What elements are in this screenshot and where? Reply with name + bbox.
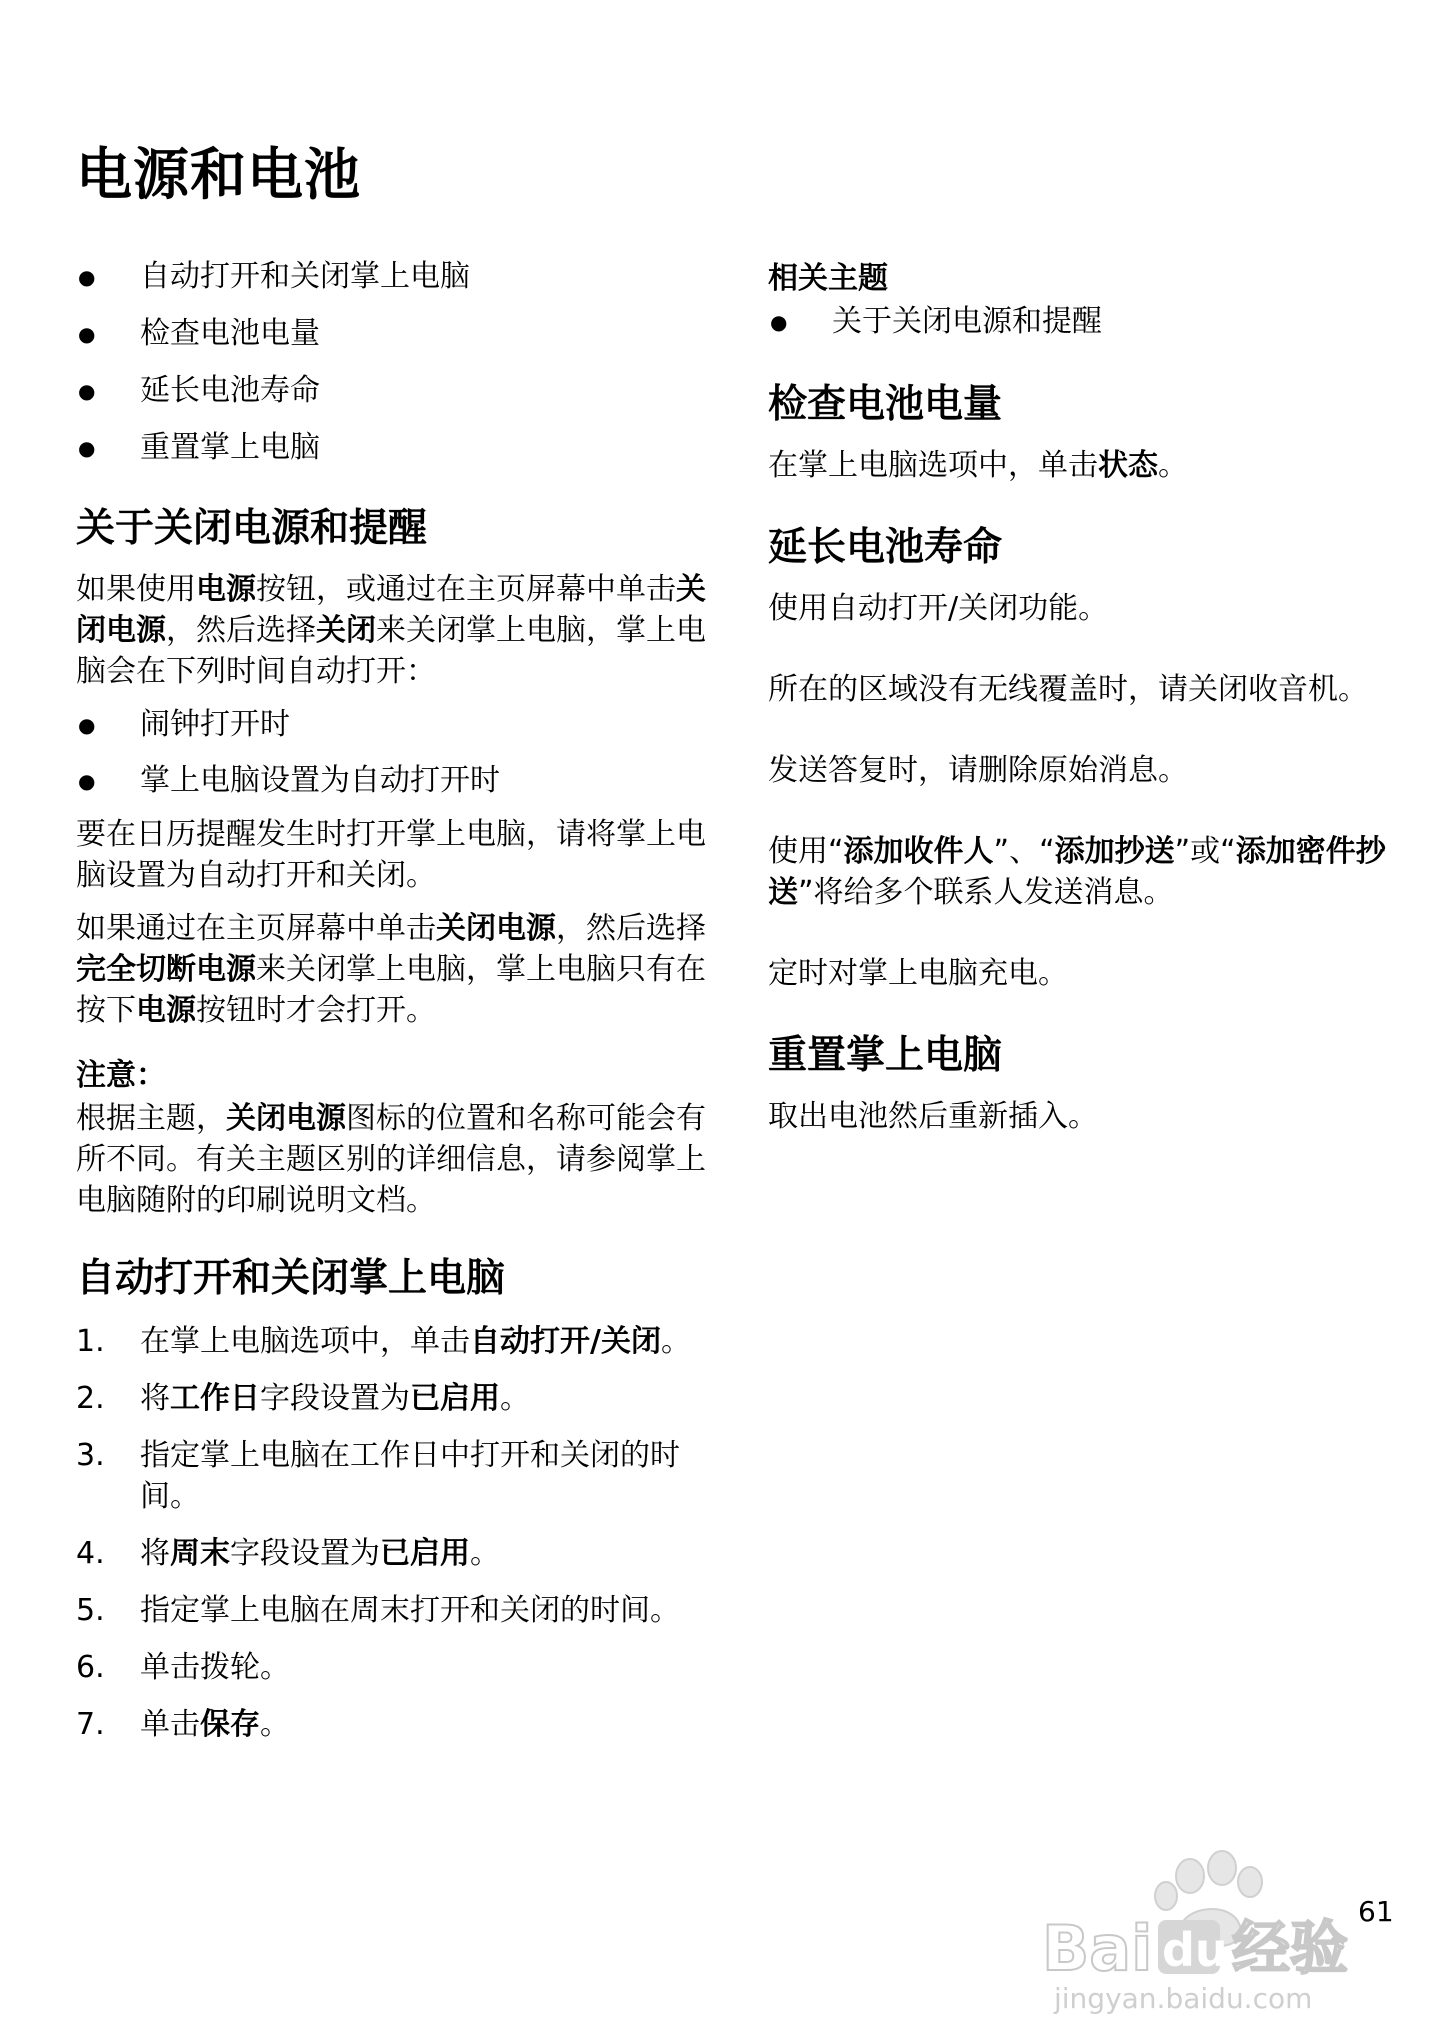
text: ”或“ — [1174, 834, 1236, 869]
text: 将 — [140, 1381, 170, 1416]
text: 将 — [140, 1536, 170, 1571]
left-column — [76, 256, 716, 1761]
step-number: 7. — [76, 1707, 105, 1742]
step-number: 6. — [76, 1650, 105, 1685]
text: 。 — [260, 1707, 290, 1742]
text: 字段设置为 — [260, 1381, 410, 1416]
text: 如果使用 — [76, 572, 196, 607]
text: ”、“ — [993, 834, 1055, 869]
right-column — [768, 258, 1408, 1137]
bold-term: 状态 — [1098, 448, 1158, 483]
text: 字段设置为 — [230, 1536, 380, 1571]
bold-term: 已启用 — [410, 1381, 500, 1416]
bold-term: 关闭 — [316, 613, 376, 648]
about-paragraph-3 — [76, 908, 716, 1031]
about-paragraph-2: 要在日历提醒发生时打开掌上电脑，请将掌上电脑设置为自动打开和关闭。 — [76, 817, 706, 893]
section-heading-auto: 自动打开和关闭掌上电脑 — [76, 1256, 506, 1301]
step-number: 1. — [76, 1324, 105, 1359]
page-title: 电源和电池 — [76, 143, 361, 208]
page-number: 61 — [1358, 1895, 1394, 1928]
extend-paragraph-1: 使用自动打开/关闭功能。 — [768, 591, 1109, 626]
bold-term: 添加密件抄送 — [768, 834, 1386, 910]
step-item — [76, 1435, 716, 1517]
list-item: ● 闹钟打开时 — [76, 704, 716, 746]
bold-term: 电源 — [196, 572, 256, 607]
related-topics-list — [768, 301, 1408, 343]
text: 来关闭掌上电脑，掌上电脑会在下列时间自动打开： — [76, 613, 706, 689]
extend-paragraph-4 — [768, 831, 1408, 913]
step-item — [76, 1321, 716, 1362]
text: 指定掌上电脑在工作日中打开和关闭的时间。 — [140, 1438, 680, 1514]
bold-term: 关闭电源 — [226, 1101, 346, 1136]
step-item — [76, 1647, 716, 1688]
bold-term: 关闭电源 — [436, 911, 556, 946]
text: 。 — [1158, 448, 1188, 483]
bold-term: 工作日 — [170, 1381, 260, 1416]
text: 在掌上电脑选项中，单击 — [140, 1324, 470, 1359]
bold-term: 保存 — [200, 1707, 260, 1742]
step-item — [76, 1533, 716, 1574]
text: 来关闭掌上电脑，掌上电脑只有在按下 — [76, 952, 706, 1028]
text: 按钮，或通过在主页屏幕中单击 — [256, 572, 676, 607]
about-bullet-list — [76, 704, 716, 802]
baidu-jingyan-watermark — [1040, 1830, 1390, 2020]
extend-paragraph-3: 发送答复时，请删除原始消息。 — [768, 753, 1188, 788]
text: 。 — [660, 1324, 691, 1359]
note-label: 注意： — [76, 1058, 166, 1093]
topic-link[interactable]: ● 检查电池电量 — [76, 313, 716, 355]
bold-term: 已启用 — [380, 1536, 470, 1571]
text: ，然后选择 — [556, 911, 706, 946]
text: 按钮时才会打开。 — [196, 993, 436, 1028]
bold-term: 关闭电源 — [76, 572, 706, 648]
text: 根据主题， — [76, 1101, 226, 1136]
section-heading-extend: 延长电池寿命 — [768, 525, 1003, 570]
text: ，然后选择 — [166, 613, 316, 648]
extend-paragraph-5: 定时对掌上电脑充电。 — [768, 956, 1068, 991]
related-topic-link[interactable]: ● 关于关闭电源和提醒 — [768, 301, 1408, 343]
watermark-brand-a: Bai — [1042, 1912, 1153, 1985]
text: 。 — [500, 1381, 530, 1416]
reset-paragraph: 取出电池然后重新插入。 — [768, 1099, 1098, 1134]
bold-term: 自动打开/关闭 — [470, 1324, 661, 1359]
watermark-brand-cn: 经验 — [1232, 1914, 1349, 1982]
text: 如果通过在主页屏幕中单击 — [76, 911, 436, 946]
topic-link[interactable]: ● 自动打开和关闭掌上电脑 — [76, 256, 716, 298]
topic-list — [76, 256, 716, 469]
baidu-paw-logo-icon — [1040, 1830, 1390, 2020]
bold-term: 添加抄送 — [1054, 834, 1175, 869]
section-heading-about: 关于关闭电源和提醒 — [76, 506, 428, 551]
text: 。 — [470, 1536, 500, 1571]
bold-term: 电源 — [136, 993, 196, 1028]
list-item: ● 掌上电脑设置为自动打开时 — [76, 760, 716, 802]
text: 指定掌上电脑在周末打开和关闭的时间。 — [140, 1593, 680, 1628]
extend-paragraph-2: 所在的区域没有无线覆盖时，请关闭收音机。 — [768, 672, 1368, 707]
step-item — [76, 1704, 716, 1745]
step-number: 5. — [76, 1593, 105, 1628]
text: 在掌上电脑选项中，单击 — [768, 448, 1098, 483]
topic-link[interactable]: ● 重置掌上电脑 — [76, 427, 716, 469]
check-paragraph — [768, 445, 1408, 486]
bold-term: 添加收件人 — [843, 834, 994, 869]
bold-term: 完全切断电源 — [76, 952, 256, 987]
text: ”将给多个联系人发送消息。 — [798, 875, 1174, 910]
step-number: 4. — [76, 1536, 105, 1571]
step-item — [76, 1378, 716, 1419]
bold-term: 周末 — [170, 1536, 230, 1571]
text: 单击拨轮。 — [140, 1650, 290, 1685]
watermark-url: jingyan.baidu.com — [1054, 1982, 1313, 2015]
step-number: 3. — [76, 1438, 105, 1473]
related-topics-label: 相关主题 — [768, 261, 888, 296]
note-paragraph — [76, 1098, 716, 1221]
text: 使用“ — [768, 834, 844, 869]
topic-link[interactable]: ● 延长电池寿命 — [76, 370, 716, 412]
text: 图标的位置和名称可能会有所不同。有关主题区别的详细信息，请参阅掌上电脑随附的印刷说明文档。 — [76, 1101, 706, 1218]
section-heading-check: 检查电池电量 — [768, 382, 1003, 427]
watermark-brand-b: du — [1162, 1923, 1228, 1977]
text: 单击 — [140, 1707, 200, 1742]
step-number: 2. — [76, 1381, 105, 1416]
auto-step-list — [76, 1321, 716, 1745]
step-item — [76, 1590, 716, 1631]
about-paragraph-1 — [76, 569, 716, 692]
section-heading-reset: 重置掌上电脑 — [768, 1033, 1003, 1078]
